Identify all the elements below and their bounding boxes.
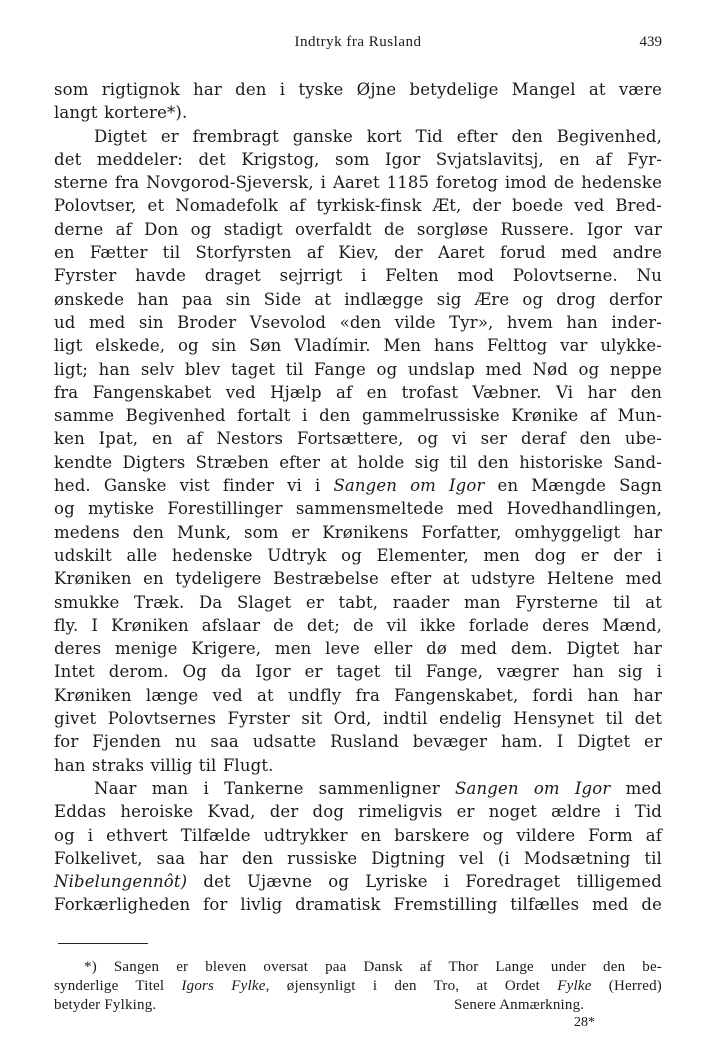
text-line: smukke Træk. Da Slaget er tabt, raader man Fyrsterne til at xyxy=(54,592,662,612)
text-segment: betyder Fylking. xyxy=(54,996,157,1013)
footnote-line xyxy=(54,977,662,996)
running-title: Indtryk fra Rusland xyxy=(294,34,422,50)
text-line: Digtet er frembragt ganske kort Tid efter den Begivenhed, xyxy=(94,126,662,146)
text-segment: det Ujævne og Lyriske i Foredraget tilligemed xyxy=(203,872,662,892)
text-segment: hed. Ganske vist finder vi i xyxy=(54,476,321,496)
text-line: ligt; han selv blev taget til Fange og undslap med Nød og neppe xyxy=(54,359,662,379)
text-line: det meddeler: det Krigstog, som Igor Svjatslavitsj, en af Fyr- xyxy=(54,149,662,169)
text-line: derne af Don og stadigt overfaldt de sorgløse Russere. Igor var xyxy=(54,219,662,239)
text-line: ud med sin Broder Vsevolod «den vilde Tyr», hvem han inder- xyxy=(54,312,662,332)
footnote-divider xyxy=(58,943,148,944)
printer-signature xyxy=(54,1015,662,1033)
text-line: deres menige Krigere, men leve eller dø med dem. Digtet har xyxy=(54,639,662,659)
text-line: samme Begivenhed fortalt i den gammelrussiske Krønike af Mun- xyxy=(54,406,662,426)
text-line: ønskede han paa sin Side at indlægge sig Ære og drog derfor xyxy=(54,289,662,309)
italic-title: Igors Fylke xyxy=(181,977,266,994)
text-line: Fyrster havde draget sejrrigt i Felten mod Polovtserne. Nu xyxy=(54,266,662,286)
text-line: langt kortere*). xyxy=(54,103,188,123)
italic-title: Nibelungennôt) xyxy=(54,872,188,892)
text-line: han straks villig til Flugt. xyxy=(54,755,274,775)
text-line: Krøniken en tydeligere Bestræbelse efter at udstyre Heltene med xyxy=(54,569,662,589)
body-text xyxy=(54,78,662,917)
footnote-remark: Senere Anmærkning. xyxy=(454,996,585,1013)
text-line: Krøniken længe ved at undfly fra Fangenskabet, fordi han har xyxy=(54,685,662,705)
text-line: ligt elskede, og sin Søn Vladímir. Men hans Felttog var ulykke- xyxy=(54,336,662,356)
page-header xyxy=(54,34,662,60)
text-line: Folkelivet, saa har den russiske Digtning vel (i Modsætning til xyxy=(54,848,662,868)
text-line: som rigtignok har den i tyske Øjne betydelige Mangel at være xyxy=(54,80,662,99)
text-segment: med xyxy=(625,778,662,798)
text-line: udskilt alle hedenske Udtryk og Elementer, men dog er der i xyxy=(54,545,662,565)
text-line: givet Polovtsernes Fyrster sit Ord, indtil endelig Hensynet til det xyxy=(54,709,662,729)
text-line: Polovtser, et Nomadefolk af tyrkisk-finsk Æt, der boede ved Bred- xyxy=(54,196,662,216)
text-line xyxy=(54,870,662,893)
page-number: 439 xyxy=(639,34,662,50)
footnote xyxy=(54,958,662,1015)
text-line: sterne fra Novgorod-Sjeversk, i Aaret 1185 foretog imod de hedenske xyxy=(54,173,662,193)
text-line: Eddas heroiske Kvad, der dog rimeligvis er noget ældre i Tid xyxy=(54,802,662,822)
footnote-line xyxy=(54,996,662,1015)
signature-mark: 28* xyxy=(574,1014,595,1030)
text-line xyxy=(54,777,662,800)
text-line: Forkærligheden for livlig dramatisk Fremstilling tilfælles med de xyxy=(54,895,662,915)
text-line: og i ethvert Tilfælde udtrykker en barskere og vildere Form af xyxy=(54,825,662,845)
italic-title: Sangen om Igor xyxy=(455,778,611,798)
text-segment: , øjensynligt i den Tro, at Ordet xyxy=(265,977,541,994)
text-segment: en Mængde Sagn xyxy=(497,476,663,496)
text-segment: (Herred) xyxy=(608,977,662,994)
footnote-line: *) Sangen er bleven oversat paa Dansk af Thor Lange under den be- xyxy=(84,958,662,975)
text-line: medens den Munk, som er Krønikens Forfatter, omhyggeligt har xyxy=(54,522,662,542)
text-line xyxy=(54,474,662,497)
text-line: for Fjenden nu saa udsatte Rusland bevæger ham. I Digtet er xyxy=(54,732,662,752)
book-page xyxy=(54,34,662,1033)
text-line: og mytiske Forestillinger sammensmeltede med Hovedhandlingen, xyxy=(54,499,662,519)
text-segment: synderlige Titel xyxy=(54,977,165,994)
text-line: Intet derom. Og da Igor er taget til Fange, vægrer han sig i xyxy=(54,662,662,682)
text-line: fly. I Krøniken afslaar de det; de vil ikke forlade deres Mænd, xyxy=(54,615,662,635)
text-segment: Naar man i Tankerne sammenligner xyxy=(94,778,440,798)
text-line: fra Fangenskabet ved Hjælp af en trofast Væbner. Vi har den xyxy=(54,382,662,402)
text-line: ken Ipat, en af Nestors Fortsættere, og vi ser deraf den ube- xyxy=(54,429,662,449)
italic-title: Sangen om Igor xyxy=(333,476,485,496)
italic-word: Fylke xyxy=(557,977,592,994)
text-line: kendte Digters Stræben efter at holde sig til den historiske Sand- xyxy=(54,452,662,472)
text-line: en Fætter til Storfyrsten af Kiev, der Aaret forud med andre xyxy=(54,243,662,263)
